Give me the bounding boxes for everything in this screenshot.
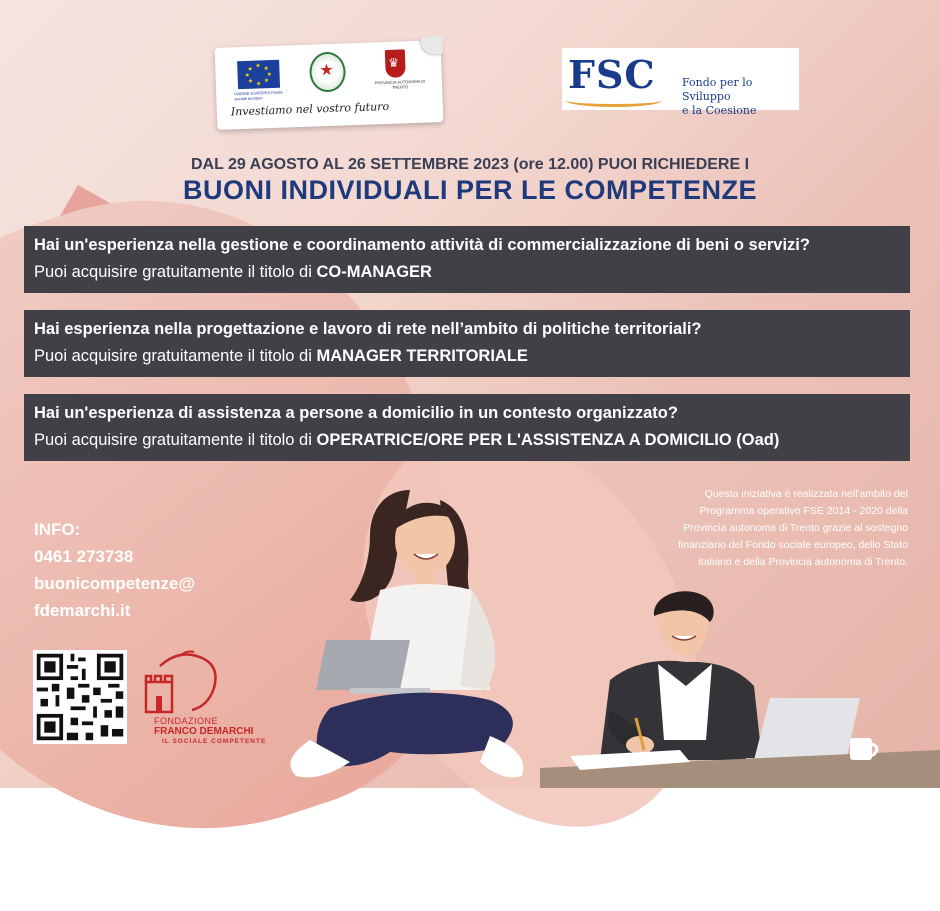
slogan: Investiamo nel vostro futuro	[230, 99, 390, 119]
fondazione-demarchi-logo	[140, 648, 270, 748]
foundation-line-3: IL SOCIALE COMPETENTE	[162, 738, 267, 745]
card-title: OPERATRICE/ORE PER L'ASSISTENZA A DOMICILIO (Oad)	[316, 431, 780, 449]
headline: BUONI INDIVIDUALI PER LE COMPETENZE	[182, 175, 758, 205]
castle-apple-icon	[140, 648, 270, 718]
fsc-mark: FSC	[568, 52, 656, 97]
fsc-line-1: Fondo per lo Sviluppo	[682, 76, 753, 103]
card-answer	[34, 263, 900, 282]
info-email-line-1[interactable]: buonicompetenze@	[34, 574, 196, 593]
offer-card-oad	[24, 394, 910, 461]
man-studying-illustration	[540, 590, 940, 788]
info-label: INFO:	[34, 520, 81, 539]
fsc-text	[682, 76, 799, 118]
disclaimer-line: Programma operativo FSE 2014 - 2020 della	[699, 505, 908, 517]
disclaimer-line: Provincia autonoma di Trento grazie al sostegno	[683, 522, 908, 534]
offer-card-co-manager	[24, 226, 910, 293]
italian-republic-emblem-icon	[309, 51, 346, 92]
offer-card-manager-territoriale	[24, 310, 910, 377]
foundation-line-1: FONDAZIONE	[154, 716, 219, 726]
province-caption: PROVINCIA AUTONOMA DI TRENTO	[374, 78, 426, 90]
card-question: Hai esperienza nella progettazione e lavoro di rete nell’ambito di politiche territoriali?	[34, 320, 702, 338]
card-answer-prefix: Puoi acquisire gratuitamente il titolo di	[34, 431, 317, 449]
card-answer-prefix: Puoi acquisire gratuitamente il titolo di	[34, 263, 317, 281]
disclaimer-line: italiano e della Provincia autonoma di Trento.	[698, 556, 908, 568]
qr-code-icon[interactable]	[33, 650, 127, 744]
sticker-curl	[420, 36, 443, 55]
eu-flag-icon: ★ ★ ★ ★ ★ ★ ★ ★	[237, 60, 280, 89]
woman-with-laptop-illustration	[290, 490, 550, 788]
trento-province-shield-icon	[385, 49, 406, 78]
card-question: Hai un'esperienza nella gestione e coordinamento attività di commercializzazione di beni o servizi?	[34, 236, 810, 254]
card-question: Hai un'esperienza di assistenza a persone a domicilio in un contesto organizzato?	[34, 404, 678, 422]
info-email-line-2[interactable]: fdemarchi.it	[34, 601, 131, 620]
disclaimer-line: Questa iniziativa è realizzata nell'ambito del	[704, 488, 908, 500]
foundation-line-2: FRANCO DEMARCHI	[154, 726, 254, 737]
funding-logos-sticker	[215, 40, 444, 130]
card-answer	[34, 347, 900, 366]
funding-disclaimer	[620, 486, 908, 571]
fsc-line-2: e la Coesione	[682, 104, 757, 117]
info-block	[34, 516, 195, 624]
eu-caption: UNIONE EUROPEA Fondo sociale europeo	[234, 89, 283, 102]
fsc-arc-icon	[566, 94, 662, 107]
disclaimer-line: finanziario del Fondo sociale europeo, dello Stato	[678, 539, 908, 551]
card-answer-prefix: Puoi acquisire gratuitamente il titolo di	[34, 347, 317, 365]
date-line: DAL 29 AGOSTO AL 26 SETTEMBRE 2023 (ore 12.00) PUOI RICHIEDERE I	[190, 156, 750, 173]
card-title: MANAGER TERRITORIALE	[316, 347, 528, 365]
fsc-logo	[562, 48, 799, 117]
info-phone[interactable]: 0461 273738	[34, 547, 134, 566]
card-title: CO-MANAGER	[316, 263, 432, 281]
card-answer	[34, 431, 900, 450]
